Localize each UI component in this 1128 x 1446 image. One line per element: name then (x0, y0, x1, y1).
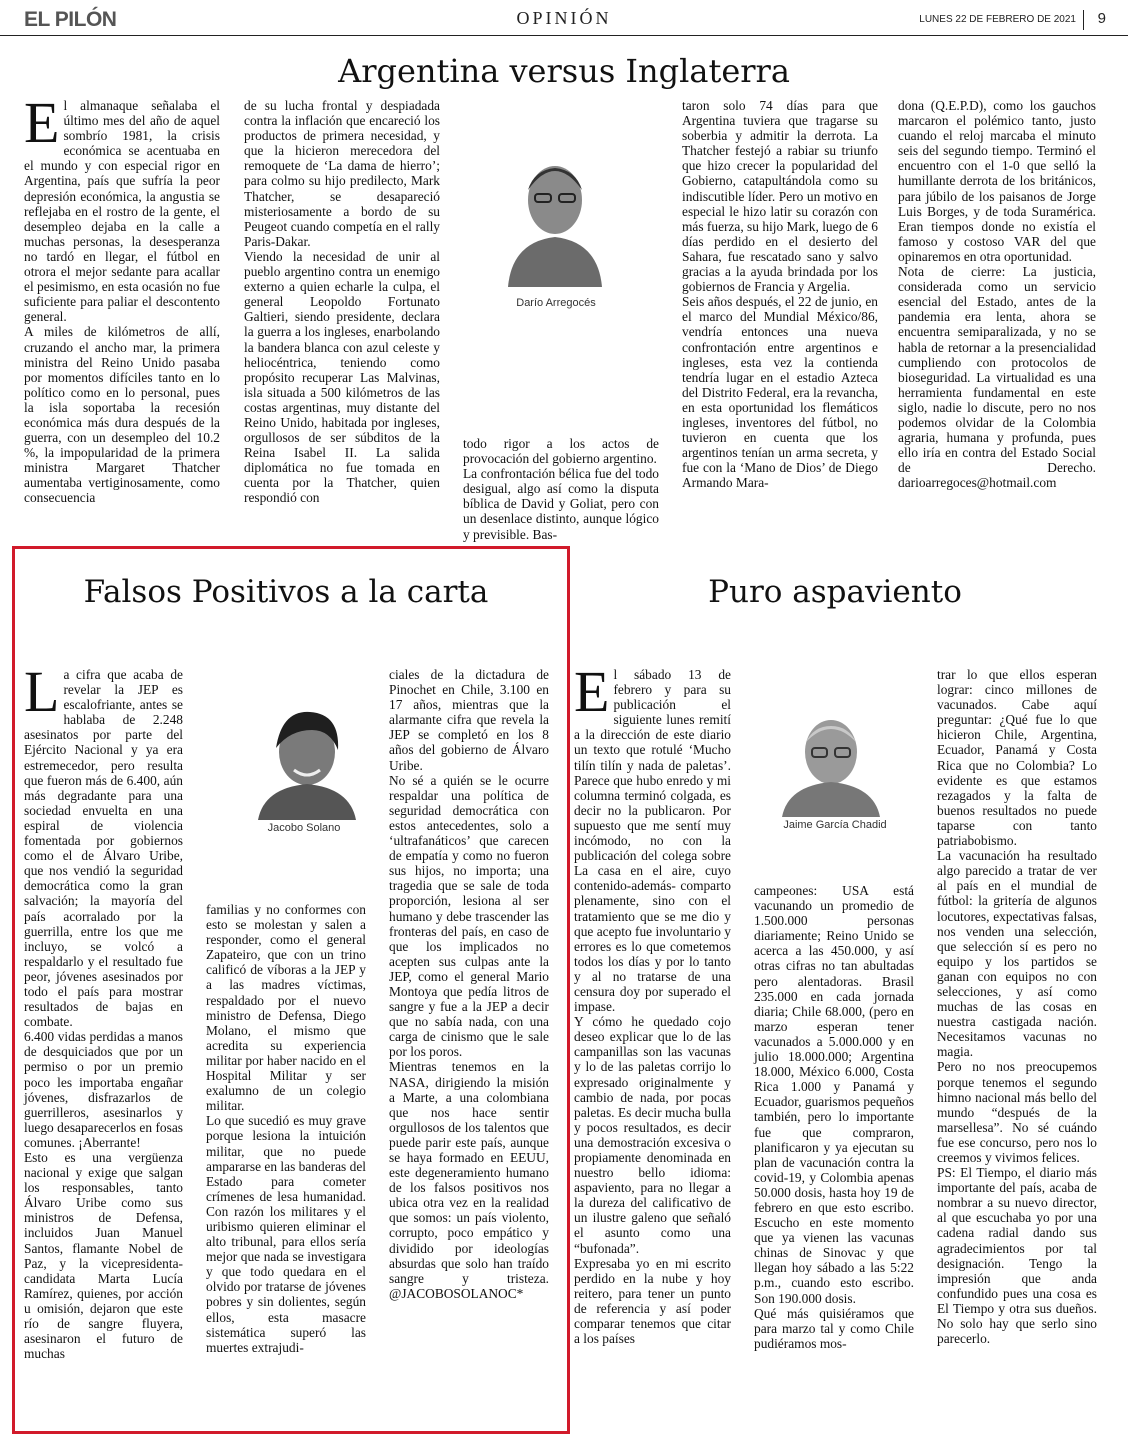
paragraph: familias y no conformes con esto se molestan y salen a responder, como el general Zapateiro, que con un trino calificó de víboras a la JEP y a las madres víctimas, respaldado por el nuevo ministro de Defensa, Diego Molano, el mismo que acredita su experiencia militar por haber nacido en el Hospital Militar y ser exalumno de un colegio militar. (206, 902, 366, 1114)
author-photo-jaime (776, 702, 886, 817)
paragraph: a cifra que acaba de revelar la JEP es escalofriante, antes se hablaba de 2.248 asesinatos por parte del Ejército Nacional y ya era estremecedor, pero resulta que fueron más de 6.400, aún más degradante para una sociedad envuelta en una espiral de violencia fomentada por gobiernos como el de Álvaro Uribe, que nos vendió la seguridad democrática como la gran salvación; la mayoría del país acorralado por la guerrilla, entre los que me incluyo, se volcó a respaldarlo y el resultado fue peor, jóvenes asesinados por todo el país para mostrar resultados de bajas en combate. (24, 667, 183, 1030)
author-name: Jacobo Solano (267, 822, 341, 834)
paragraph: campeones: USA está vacunando un promedio de 1.500.000 personas diariamente; Reino Unido se acerca a las 450.000, y así otras cifras no tan abultadas pero alentadoras. Brasil 235.000 en cada jornada diaria; Chile 68.000, (pero en marzo esperan tener vacunados a 5.000.000 y en julio 18.000.000; Argentina 18.000, México 6.000, Costa Rica 1.000 y Panamá y Ecuador, guarismos pequeños también, pero lo importante fue que compraron, planificaron y ya ejecutan su plan de vacunación contra la covid-19, y Colombia apenas 50.000 dosis, hasta hoy 19 de febrero en que esto escribo. Escucho en este momento que ya vienen las vacunas chinas de Sinovac y que llegan hoy sábado a las 5:22 p.m., cuando esto escribo. Son 190.000 dosis. (754, 883, 914, 1306)
paragraph: Seis años después, el 22 de junio, en el marco del Mundial México/86, vendría entonces una nueva confrontación entre argentinos e ingleses, esta vez la contienda tendría lugar en el estadio Azteca del Distrito Federal, era la revancha, en esta oportunidad los flemáticos ingleses, inventores del fútbol, no tuvieron en cuenta que los argentinos tenían un arma secreta, y fue con la ‘Mano de Dios’ de Diego Armando Mara- (682, 294, 878, 491)
article-title-argentina: Argentina versus Inglaterra (338, 52, 790, 90)
article1-column-1 (24, 90, 220, 518)
paragraph: La vacunación ha resultado algo parecido a tratar de ver al país en el mundial de fútbol: la gritería de algunos locutores, expectativas falsas, nos venden una selección, que selección sí es pero no equipo y los partidos se ganan con equipos no con selecciones, y así como muchas de las cosas en nuestra castigada nación. Necesitamos vacunas no magia. (937, 848, 1097, 1060)
paragraph: Expresaba yo en mi escrito perdido en la nube y hoy reitero, para tener un punto de referencia y así poder comparar tenemos que citar a los países (574, 1255, 731, 1347)
article-title-puro-aspaviento: Puro aspaviento (708, 574, 962, 610)
issue-date: LUNES 22 DE FEBRERO DE 2021 (919, 14, 1076, 25)
paragraph: Qué más quisiéramos que para marzo tal y como Chile pudiéramos mos- (754, 1305, 914, 1351)
paragraph: l sábado 13 de febrero y para su publicación el siguiente lunes remití a la dirección de este diario un texto que rotulé ‘Mucho tilín tilín y nada de paletas’. Parece que hubo enredo y mi columna terminó colgada, es decir no la publicaron. Por supuesto que me sentí muy incómodo, no con la publicación del colega sobre La casa en el aire, cuyo contenido-además- comparto plenamente, sino con el tratamiento que se me dio y que acepto fue involuntario y errores es lo que cometemos todos los días y por lo tanto y al no tratarse de una censura doy por superado el impase. (574, 667, 731, 1015)
paragraph: PS: El Tiempo, el diario más importante del país, acaba de nombrar a su nuevo director, al que escuchaba yo por una cadena radial dando sus agradecimientos por tal designación. Tengo la impresión que anda confundido pues una cosa es El Tiempo y otra sus dueños. No solo hay que serlo sino parecerlo. (937, 1165, 1097, 1347)
article3-column-2 (754, 883, 914, 1419)
paragraph: La confrontación bélica fue del todo desigual, algo así como la disputa bíblica de David y Goliat, pero con un desenlace distinto, aunque lógico y previsible. Bas- (463, 466, 659, 542)
drop-cap: L (24, 659, 60, 724)
paragraph: Viendo la necesidad de unir al pueblo argentino contra un enemigo externo a quien echarle la culpa, el general Leopoldo Fortunato Galtieri, siendo presidente, declara la guerra a los ingleses, enarbolando la bandera blanca con azul celeste y heliocéntrica, teniendo como propósito recuperar Las Malvinas, isla situada a 500 kilómetros de las costas argentinas, muy distante del Reino Unido, habitada por ingleses, orgullosos de ser súbditos de la Reina Isabel II. La salida diplomática no fue tomada en cuenta por la Thatcher, quien respondió con (244, 248, 440, 506)
author-name: Jaime García Chadid (783, 819, 887, 831)
masthead (0, 0, 1128, 36)
paragraph: Esto es una vergüenza nacional y exige que salgan los responsables, tanto Álvaro Uribe como sus ministros de Defensa, incluidos Juan Manuel Santos, flamante Nobel de Paz, y la vicepresidenta-candidata Marta Lucía Ramírez, quienes, por acción u omisión, dejaron que este río de sangre fluyera, asesinaron el futuro de muchas (24, 1150, 183, 1362)
drop-cap: E (24, 90, 60, 155)
author-photo-dario (500, 142, 610, 287)
paragraph: No sé a quién se le ocurre respaldar una política de seguridad democrática con estos antecedentes, solo a ‘ultrafanáticos’ que carecen de empatía y como no fueron sus hijos, no importa; una tragedia que se sale de toda proporción, lesiona al ser humano y debe trascender las fronteras del país, en caso de que los implicados no acepten sus culpas ante la JEP, como el general Mario Montoya que pedía litros de sangre y fue a la JEP a decir que no sabía nada, con una carga de cinismo que le sale por los poros. (389, 772, 549, 1060)
paragraph: Y cómo he quedado cojo deseo explicar que lo de las campanillas son las vacunas y lo de las paletas corrijo lo expresado originalmente y cambio de nada, por pocas paletas. Es decir mucha bulla y pocos resultados, es decir una demostración excesiva o propiamente denominada en nuestro bello idioma: aspaviento, para no llegar a la dureza del calificativo de un ilustre galeno que señaló el asunto como una “bufonada”. (574, 1014, 731, 1256)
paragraph: Mientras tenemos en la NASA, dirigiendo la misión a Marte, a una colombiana que nos hace sentir orgullosos de los talentos que puede parir este país, aunque se haya formado en EEUU, este degeneramiento humano de los falsos positivos nos ubica otra vez en la realidad que somos: un país violento, corrupto, poco empático y dividido por ideologías absurdas que solo han traído sangre y tristeza. @JACOBOSOLANOC* (389, 1059, 549, 1301)
article1-column-3 (463, 436, 659, 542)
article2-column-1 (24, 659, 183, 1419)
section-title: OPINIÓN (516, 8, 612, 28)
paragraph: 6.400 vidas perdidas a manos de desquiciados que por un permiso o por un premio poco les importaba engañar jóvenes, disfrazarlos de guerrilleros, asesinarlos y luego desaparecerlos en fosas comunes. ¡Aberrante! (24, 1029, 183, 1150)
paragraph: todo rigor a los actos de provocación del gobierno argentino. (463, 436, 659, 467)
paragraph: A miles de kilómetros de allí, cruzando el ancho mar, la primera ministra del Reino Unido pasaba por momentos difíciles tanto en lo político como en lo personal, pues la isla soportaba la recesión económica más dura después de la guerra, con un desempleo del 10.2 %, la impopularidad de la primera ministra Margaret Thatcher aumentaba vertiginosamente, como consecuencia (24, 324, 220, 506)
paragraph: Pero no nos preocupemos porque tenemos el segundo himno nacional más bello del mundo “después de la marsellesa”. No sé cuándo fue ese concurso, pero nos lo creemos y vivimos felices. (937, 1059, 1097, 1165)
paragraph: Nota de cierre: La justicia, considerada como un servicio esencial del Estado, antes de la pandemia era lenta, ahora se encuentra semiparalizada, y no se habla de retornar a la presencialidad cumpliendo con protocolos de bioseguridad. La virtualidad es una herramienta fundamental en este siglo, nadie lo discute, pero no nos podemos olvidar de la Colombia agraria, humana y profunda, pues ello iría en contra del Estado Social de Derecho. darioarregoces@hotmail.com (898, 264, 1096, 491)
paragraph: de su lucha frontal y despiadada contra la inflación que encareció los productos de primera necesidad, y que la hicieron merecedora del remoquete de ‘La dama de hierro’; para colmo su hijo predilecto, Mark Thatcher, se desapareció misteriosamente a bordo de su Peugeot cuando competía en el rally Paris-Dakar. (244, 98, 440, 249)
paragraph: dona (Q.E.P.D), como los gauchos marcaron el polémico tanto, justo cuando el reloj marcaba el minuto seis del segundo tiempo. Terminó el encuentro con el 1-0 que selló la humillante derrota de los británicos, para júbilo de los paisanos de Jorge Luis Borges, y de toda Suramérica. Eran tiempos donde no existía el famoso y costoso VAR del que opinaremos en otra oportunidad. (898, 98, 1096, 264)
drop-cap: E (574, 659, 610, 724)
article1-column-4 (682, 98, 878, 518)
paragraph: Lo que sucedió es muy grave porque lesiona la intuición militar, que no puede ampararse en las banderas del Estado para cometer crímenes de lesa humanidad. Con razón los militares y el uribismo quieren eliminar el alto tribunal, para ellos sería mejor que nada se investigara y que todo quedara en el olvido por tratarse de jóvenes pobres y sin dolientes, según ellos, esta masacre sistemática superó las muertes extrajudi- (206, 1113, 366, 1355)
article3-column-1 (574, 659, 731, 1419)
article2-column-2 (206, 902, 366, 1419)
article3-column-3 (937, 667, 1097, 1419)
paragraph: taron solo 74 días para que Argentina tuviera que tragarse su soberbia y admitir la derrota. La Thatcher festejó a rabiar su triunfo que hizo crecer la popularidad del Gobierno, catapultándola como su indiscutible líder. Pero un motivo en especial le hizo latir su corazón con más fuerza, su hijo Mark, luego de 6 días perdido en el desierto del Sahara, fue rescatado sano y salvo gracias a la ayuda brindada por los gobiernos de Francia y Argelia. (682, 98, 878, 295)
article2-column-3 (389, 667, 549, 1419)
paragraph: l almanaque señalaba el último mes del año de aquel sombrío 1981, la crisis económica se acentuaba en el mundo y con especial rigor en Argentina, país que sufría la peor depresión económica, la angustia se reflejaba en el rostro de la gente, el desempleo dejaba en la calle a muchas personas, la desesperanza no tardó en llegar, el fútbol en otrora el mejor sedante para acallar el pesimismo, en esta ocasión no fue suficiente para paliar el descontento general. (24, 98, 220, 325)
divider (1083, 10, 1084, 30)
article-title-falsos-positivos: Falsos Positivos a la carta (83, 574, 489, 610)
author-photo-jacobo (252, 700, 362, 820)
article1-column-2 (244, 98, 440, 518)
paragraph: trar lo que ellos esperan lograr: cinco millones de vacunados. Cabe aquí preguntar: ¿Qué fue lo que hicieron Chile, Argentina, Ecuador, Panamá y Costa Rica que no Colombia? Lo evidente es que estamos rezagados y la falta de buenos resultados no puede taparse con tanto patriabobismo. (937, 667, 1097, 849)
paragraph: ciales de la dictadura de Pinochet en Chile, 3.100 en 17 años, mientras que la alarmante cifra que revela la JEP se completó en los 8 años del gobierno de Álvaro Uribe. (389, 667, 549, 773)
author-name: Darío Arregocés (516, 297, 596, 309)
newspaper-logo: EL PILÓN (24, 8, 117, 31)
page-number: 9 (1097, 10, 1106, 27)
article1-column-5 (898, 98, 1096, 518)
